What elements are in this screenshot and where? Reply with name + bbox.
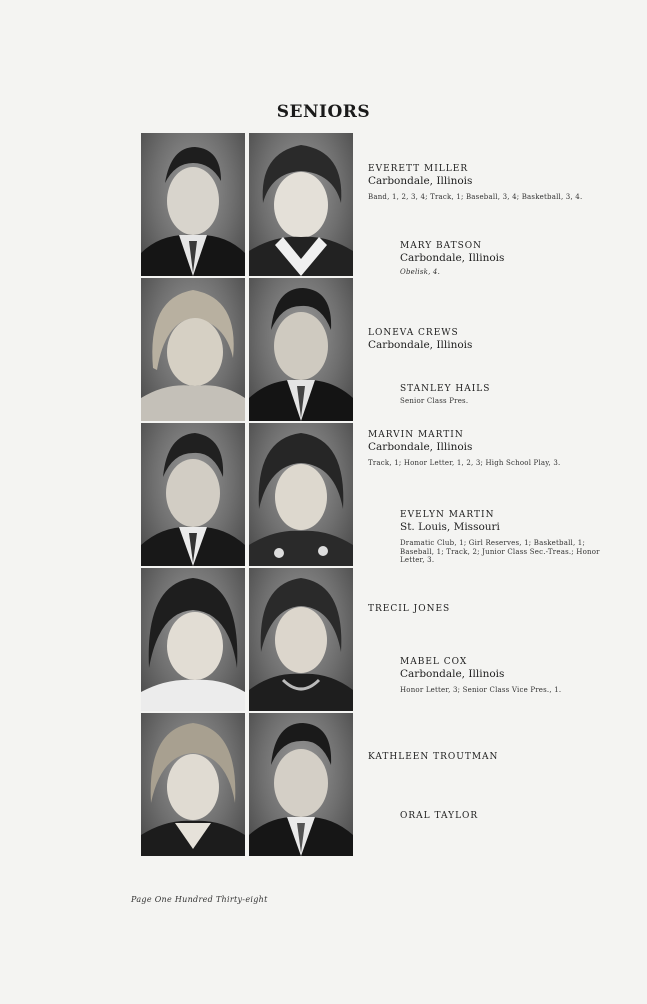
portrait-marvin-martin	[141, 423, 245, 566]
page-footer: Page One Hundred Thirty-eight	[131, 895, 268, 904]
senior-name: ORAL TAYLOR	[400, 811, 479, 821]
portrait-oral-taylor	[249, 713, 353, 856]
portrait-mabel-cox	[249, 568, 353, 711]
senior-town: Carbondale, Illinois	[400, 668, 505, 680]
senior-name: MARVIN MARTIN	[368, 430, 464, 440]
portrait-mary-batson	[249, 133, 353, 276]
senior-activities: Obelisk, 4.	[400, 268, 441, 276]
entry-loneva-crews	[368, 327, 618, 352]
portrait-loneva-crews	[141, 278, 245, 421]
portrait-evelyn-martin	[249, 423, 353, 566]
senior-town: Carbondale, Illinois	[368, 175, 473, 187]
entry-marvin-martin	[368, 429, 618, 468]
senior-activities: Track, 1; Honor Letter, 1, 2, 3; High School Play, 3.	[368, 459, 561, 467]
senior-name: MABEL COX	[400, 657, 468, 667]
senior-name: TRECIL JONES	[368, 604, 451, 614]
senior-town: Carbondale, Illinois	[368, 441, 473, 453]
senior-town: Carbondale, Illinois	[400, 252, 505, 264]
senior-name: EVERETT MILLER	[368, 164, 469, 174]
portrait-everett-miller	[141, 133, 245, 276]
entry-evelyn-martin	[400, 509, 610, 565]
portrait-grid	[141, 133, 353, 856]
senior-town: St. Louis, Missouri	[400, 521, 500, 533]
entry-oral-taylor	[400, 810, 615, 822]
senior-name: EVELYN MARTIN	[400, 510, 495, 520]
senior-name: LONEVA CREWS	[368, 328, 459, 338]
senior-name: MARY BATSON	[400, 241, 483, 251]
senior-activities: Senior Class Pres.	[400, 397, 469, 405]
entry-trecil-jones	[368, 603, 618, 615]
senior-town: Carbondale, Illinois	[368, 339, 473, 351]
page-title: SENIORS	[276, 102, 371, 122]
entry-stanley-hails	[400, 383, 615, 406]
entry-mary-batson	[400, 240, 615, 277]
portrait-trecil-jones	[141, 568, 245, 711]
entry-everett-miller	[368, 163, 618, 202]
portrait-kathleen-troutman	[141, 713, 245, 856]
senior-name: STANLEY HAILS	[400, 384, 491, 394]
senior-name: KATHLEEN TROUTMAN	[368, 752, 499, 762]
entry-kathleen-troutman	[368, 751, 618, 763]
senior-activities: Honor Letter, 3; Senior Class Vice Pres., 1.	[400, 686, 562, 694]
senior-activities: Dramatic Club, 1; Girl Reserves, 1; Basketball, 1; Baseball, 1; Track, 2; Junior Class Sec.-Treas.; Honor Letter, 3.	[400, 539, 600, 564]
portrait-stanley-hails	[249, 278, 353, 421]
senior-activities: Band, 1, 2, 3, 4; Track, 1; Baseball, 3, 4; Basketball, 3, 4.	[368, 193, 583, 201]
entry-mabel-cox	[400, 656, 615, 695]
